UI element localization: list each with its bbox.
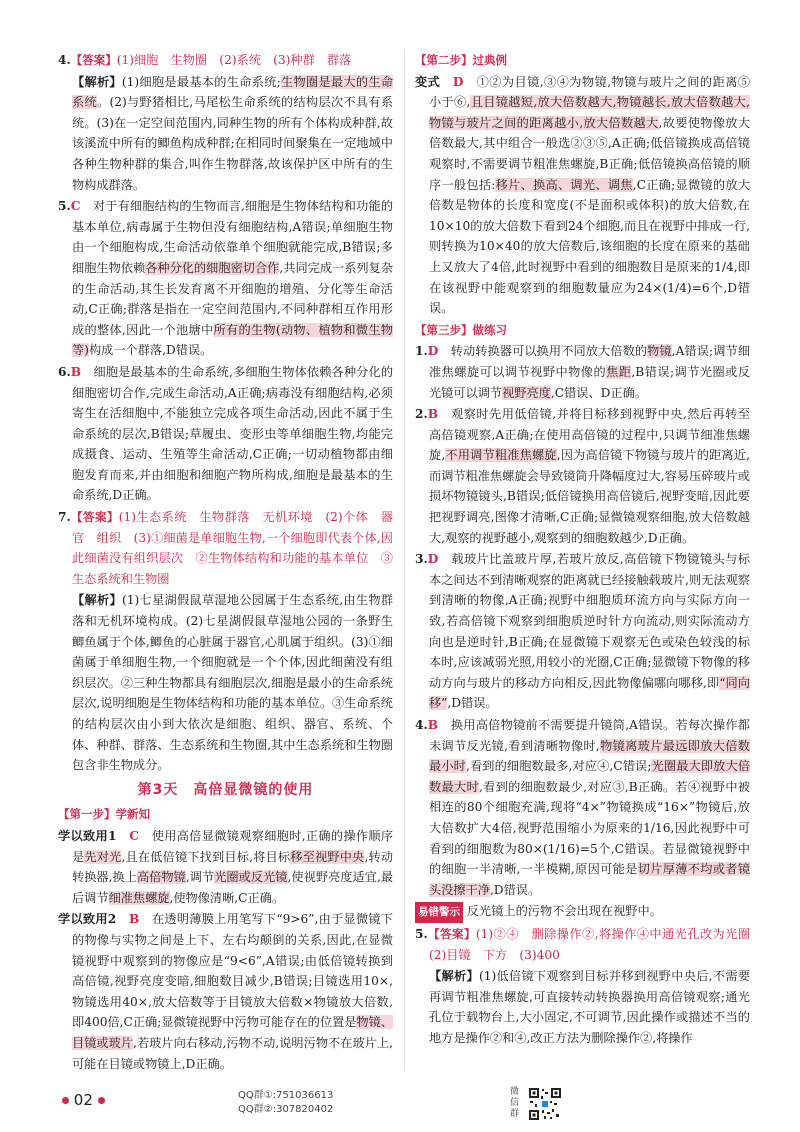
- highlight: 移片、换高、调光、调焦: [495, 177, 633, 192]
- analysis-text: (1)七星湖假鼠草湿地公园属于生态系统,由生物群落和无机环境构成。(2)七星湖假鼠草湿地公园的一条野生鲫鱼属于个体,鲫鱼的心脏属于器官,心肌属于组织。(3)①细菌属于单细胞生物,一个细胞就是一个个体,因此细菌没有组织层次。②三种生物都具有细胞层次,细胞是最小的生命系统层次,说明细胞是生物体结构和功能的基本单位。③生命系统的结构层次由小到大依次是细胞、组织、器官、系统、个体、种群、群落、生态系统和生物圈,其中生态系统和生物圈包含非生物成分。: [72, 593, 394, 773]
- answer-text: (1)②④ 删除操作②,将操作④中通光孔改为光圈 (2)目镜 下方 (3)400: [429, 926, 763, 962]
- explanation-text: ,调节: [185, 870, 215, 885]
- highlight: 视野亮度: [502, 385, 551, 400]
- exercise-2: [415, 404, 750, 548]
- highlight: 高倍物镜: [137, 870, 186, 885]
- highlight: 且目镜越短,放大倍数越大,物镜越长,放大倍数越大,物镜与玻片之间的距离越小,放大倍数越大: [429, 95, 751, 130]
- highlight: 移至视野中央: [290, 849, 365, 864]
- question-number: 1.: [415, 344, 428, 359]
- highlight: 光圈最大即放大倍数最大时: [429, 759, 751, 794]
- highlight: 光圈或反光镜: [214, 870, 288, 885]
- highlight: 细准焦螺旋: [108, 890, 170, 905]
- answer-letter: B: [427, 407, 439, 422]
- page-number-block: [62, 1091, 105, 1109]
- explanation-text: 观察时先用低倍镜,并将目标移到视野中央,然后再转至高倍镜观察,A正确;在使用高倍镜的过程中,只调节细准焦螺旋,: [429, 407, 751, 463]
- question-5: [58, 196, 393, 361]
- exercise-5: [415, 924, 763, 1049]
- explanation-text: 载玻片比盖玻片厚,若玻片放反,高倍镜下物镜镜头与标本之间达不到清晰观察的距离就已经接触载玻片,则无法观察到清晰的物像,A正确;视野中细胞质环流方向与实际方向一致,若高倍镜下观察到细胞质逆时针方向流动,则实际流动方向也是逆时针,B正确;在显微镜下观察无色或染色较浅的标本时,应该减弱光照,用较小的光圈,C正确;显微镜下物像的移动方向与玻片的移动方向相反,因此物像偏哪向哪移,即: [429, 552, 751, 690]
- explanation-text: 细胞是最基本的生命系统,多细胞生物体依赖各种分化的细胞密切合作,完成生命活动,A正确;病毒没有细胞结构,必须寄生在活细胞中,不能独立完成各项生命活动,因此不属于生命系统的层次,B错误;草履虫、变形虫等单细胞生物,均能完成摄食、运动、生殖等生命活动,C正确;一切动植物都由细胞发育而来,并由细胞和细胞产物所构成,细胞是最基本的生命系统,D正确。: [72, 364, 394, 503]
- explanation-text: ,C正确;显微镜的放大倍数是物体的长度和宽度(不是面积或体积)的放大倍数,在10×10的放大倍数下看到24个细胞,而且在视野中排成一行,则转换为10×40的放大倍数后,该细胞的长度在原来的基础上又放大了4倍,此时视野中看到的细胞数目是原来的1/4,即在该视野中能观察到的细胞数量应为24×(1/4)=6个,D错误。: [429, 177, 751, 316]
- question-number: 2.: [415, 407, 428, 422]
- step-heading: 【第二步】过典例: [415, 53, 507, 67]
- highlight: 物镜: [647, 344, 672, 359]
- question-number: 5.: [58, 199, 71, 214]
- explanation-text: ,D错误。: [489, 882, 541, 897]
- explanation-text: 使用高倍显微镜观察细胞时,正确的操作顺序是: [72, 828, 394, 864]
- question-number: 3.: [415, 552, 428, 567]
- explanation-text: ,若玻片向右移动,污物不动,说明污物不在玻片上,可能在目镜或物镜上,D正确。: [72, 1035, 394, 1071]
- question-number: 4.: [415, 718, 428, 732]
- exercise-4: [415, 715, 750, 900]
- highlight: 各种分化的细胞密切合作: [145, 260, 280, 275]
- explanation-text: ,D错误。: [447, 696, 498, 711]
- explanation-text: ,故要使物像放大倍数最大,其中组合一般选②③⑤,A正确;低倍镜换成高倍镜观察时,不需要调节粗准焦螺旋,B正确;低倍镜换高倍镜的顺序一般包括:: [429, 115, 751, 192]
- analysis-text: (1)细胞是最基本的生命系统;: [121, 74, 281, 89]
- answer-tag: 【答案】: [427, 926, 476, 941]
- answer-text: (1)生态系统 生物群落 无机环境 (2)个体 器官 组织 (3)①细菌是单细胞生物,一个细胞即代表个体,因此细菌没有组织层次 ②生物体结构和功能的基本单位 ③生态系统和生物圈: [72, 510, 394, 586]
- analysis-tag: 【解析】: [72, 74, 122, 89]
- explanation-text: ,使视野亮度适宜,最后调节: [72, 870, 394, 905]
- answer-tag: 【答案】: [70, 510, 119, 525]
- explanation-text: ,转动转换器,换上: [72, 849, 394, 885]
- highlight: 不用调节粗准焦螺旋: [445, 448, 557, 463]
- question-7: [58, 507, 393, 776]
- explanation-text: ,C错误、D正确。: [550, 385, 647, 400]
- qq-groups: [238, 1089, 333, 1117]
- dot-icon: [62, 1097, 69, 1104]
- step-heading: 【第三步】做练习: [415, 322, 507, 337]
- qr-code-icon[interactable]: [528, 1087, 562, 1121]
- right-column: [415, 50, 763, 1050]
- variant-question: [415, 72, 750, 319]
- question-number: 7.: [58, 510, 71, 525]
- question-6: [58, 362, 393, 506]
- highlight: 所有的生物(动物、植物和微生物等): [72, 322, 393, 358]
- explanation-text: ,因为高倍镜下物镜与玻片的距离近,而调节粗准焦螺旋会导致镜筒升降幅度过大,容易压碎玻片或损坏物镜镜头,B错误;低倍镜换用高倍镜后,视野变暗,因此要把视野调亮,图像才清晰,C正确;显微镜观察细胞,放大倍数越大,观察的视野越小,观察到的细胞数越少,D正确。: [429, 448, 751, 545]
- highlight: 先对光: [84, 849, 122, 864]
- answer-letter: D: [427, 552, 439, 567]
- exercise-1: [415, 341, 750, 403]
- explanation-text: 对于有细胞结构的生物而言,细胞是生物体结构和功能的基本单位,病毒属于生物但没有细胞结构,A错误;单细胞生物由一个细胞构成,生命活动依靠单个细胞就能完成,B错误;多细胞生物依赖: [72, 199, 394, 275]
- item-label: 学以致用2: [58, 912, 117, 927]
- analysis-tag: 【解析】: [429, 969, 479, 984]
- explanation-text: ,且在低倍镜下找到目标,将目标: [121, 849, 291, 864]
- warning-badge: 易错警示: [415, 902, 463, 923]
- learn-apply-1: [58, 826, 393, 908]
- answer-letter: D: [452, 74, 464, 89]
- page-number: 02: [73, 1091, 93, 1109]
- page-footer: [0, 1085, 800, 1125]
- answer-letter: B: [70, 364, 82, 379]
- question-number: 5.: [415, 926, 428, 941]
- highlight: 物镜、目镜或玻片: [72, 1015, 393, 1050]
- analysis-tag: 【解析】: [72, 593, 122, 608]
- answer-letter: B: [427, 718, 439, 732]
- step-heading: 【第一步】学新知: [58, 807, 150, 822]
- highlight: 生物圈是最大的生命系统: [72, 74, 394, 110]
- explanation-text: 在透明薄膜上用笔写下“9>6”,由于显微镜下的物像与实物之间是上下、左右均颠倒的关系,因此,在显微镜视野中观察到的物像应是“9<6”,A错误;由低倍镜转换到高倍镜,视野亮度变暗,细胞数目减少,B错误;目镜选用10×,物镜选用40×,放大倍数等于目镜放大倍数×物镜放大倍数,即400倍,C正确;显微镜视野中污物可能存在的位置是: [72, 912, 394, 1030]
- item-label: 学以致用1: [58, 828, 117, 843]
- dot-icon: [98, 1097, 105, 1104]
- answer-letter: D: [427, 344, 439, 359]
- left-column: [58, 50, 393, 1075]
- question-4: [58, 50, 393, 195]
- explanation-text: 构成一个群落,D错误。: [88, 343, 213, 358]
- explanation-text: ,使物像清晰,C正确。: [169, 890, 285, 905]
- analysis-text: (1)低倍镜下观察到目标并移到视野中央后,不需要再调节粗准焦螺旋,可直接转动转换器换用高倍镜观察;通光孔位于载物台上,大小固定,不可调节,因此操作或描述不当的地方是操作②和④,改正方法为删除操作②,将操作: [429, 969, 751, 1045]
- explanation-text: ①②为目镜,③④为物镜,物镜与玻片之间的距离⑤小于⑥,: [429, 74, 751, 110]
- question-number: 4.: [58, 53, 71, 67]
- warning-text: 反光镜上的污物不会出现在视野中。: [466, 904, 662, 919]
- section-title: 第3天 高倍显微镜的使用: [137, 781, 314, 798]
- highlight: 切片厚薄不均或者镜头没擦干净: [429, 862, 751, 897]
- highlight: 焦距: [606, 364, 632, 379]
- analysis-text: 。(2)与野猪相比,马尾松生命系统的结构层次不具有系统。(3)在一定空间范围内,同种生物的所有个体构成种群,故该溪流中所有的鲫鱼构成种群;在相同时间聚集在一定地域中各种生物种群的集合,叫作生物群落,故该保护区中所有的生物构成群落。: [72, 95, 394, 192]
- exercise-3: [415, 549, 750, 714]
- explanation-text: ,B错误;调节光圈或反光镜可以调节: [429, 364, 751, 400]
- answer-tag: 【答案】: [70, 53, 117, 67]
- qq-group-2: QQ群②:307820402: [238, 1104, 334, 1115]
- answer-letter: C: [70, 199, 81, 214]
- explanation-text: ,看到的细胞数最多,对应④,C错误;: [465, 759, 652, 774]
- highlight: “同向移”: [429, 675, 750, 711]
- highlight: 物镜离玻片最远即放大倍数最小时: [429, 738, 750, 774]
- learn-apply-2: [58, 909, 393, 1074]
- question-number: 6.: [58, 364, 71, 379]
- column-divider: [404, 50, 405, 1070]
- answer-letter: B: [128, 912, 140, 927]
- answer-letter: C: [129, 828, 139, 843]
- answer-text: (1)细胞 生物圈 (2)系统 (3)种群 群落: [116, 53, 352, 67]
- explanation-text: 转动转换器可以换用不同放大倍数的: [450, 344, 648, 359]
- qq-group-1: QQ群①:751036613: [238, 1090, 334, 1101]
- explanation-text: ,A错误;调节细准焦螺旋可以调节视野中物像的: [429, 344, 751, 379]
- explanation-text: 换用高倍物镜前不需要提升镜筒,A错误。若每次操作都未调节反光镜,看到清晰物像时,: [429, 718, 750, 753]
- item-label: 变式: [415, 74, 441, 89]
- explanation-text: ,共同完成一系列复杂的生命活动,其生长发育离不开细胞的增殖、分化等生命活动,C正确;群落是指在一定空间范围内,不同种群相互作用形成的整体,因此一个池塘中: [72, 260, 394, 337]
- wechat-label: 微信群: [510, 1087, 520, 1119]
- explanation-text: ,看到的细胞数最少,对应③,B正确。若④视野中被相连的80个细胞充满,现将“4×”物镜换成“16×”物镜后,放大倍数扩大4倍,视野范围缩小为原来的1/16,因此视野中可看到的细胞数为80×(1/16)=5个,C错误。若显微镜视野中的细胞一半清晰,一半模糊,原因可能是: [429, 779, 750, 877]
